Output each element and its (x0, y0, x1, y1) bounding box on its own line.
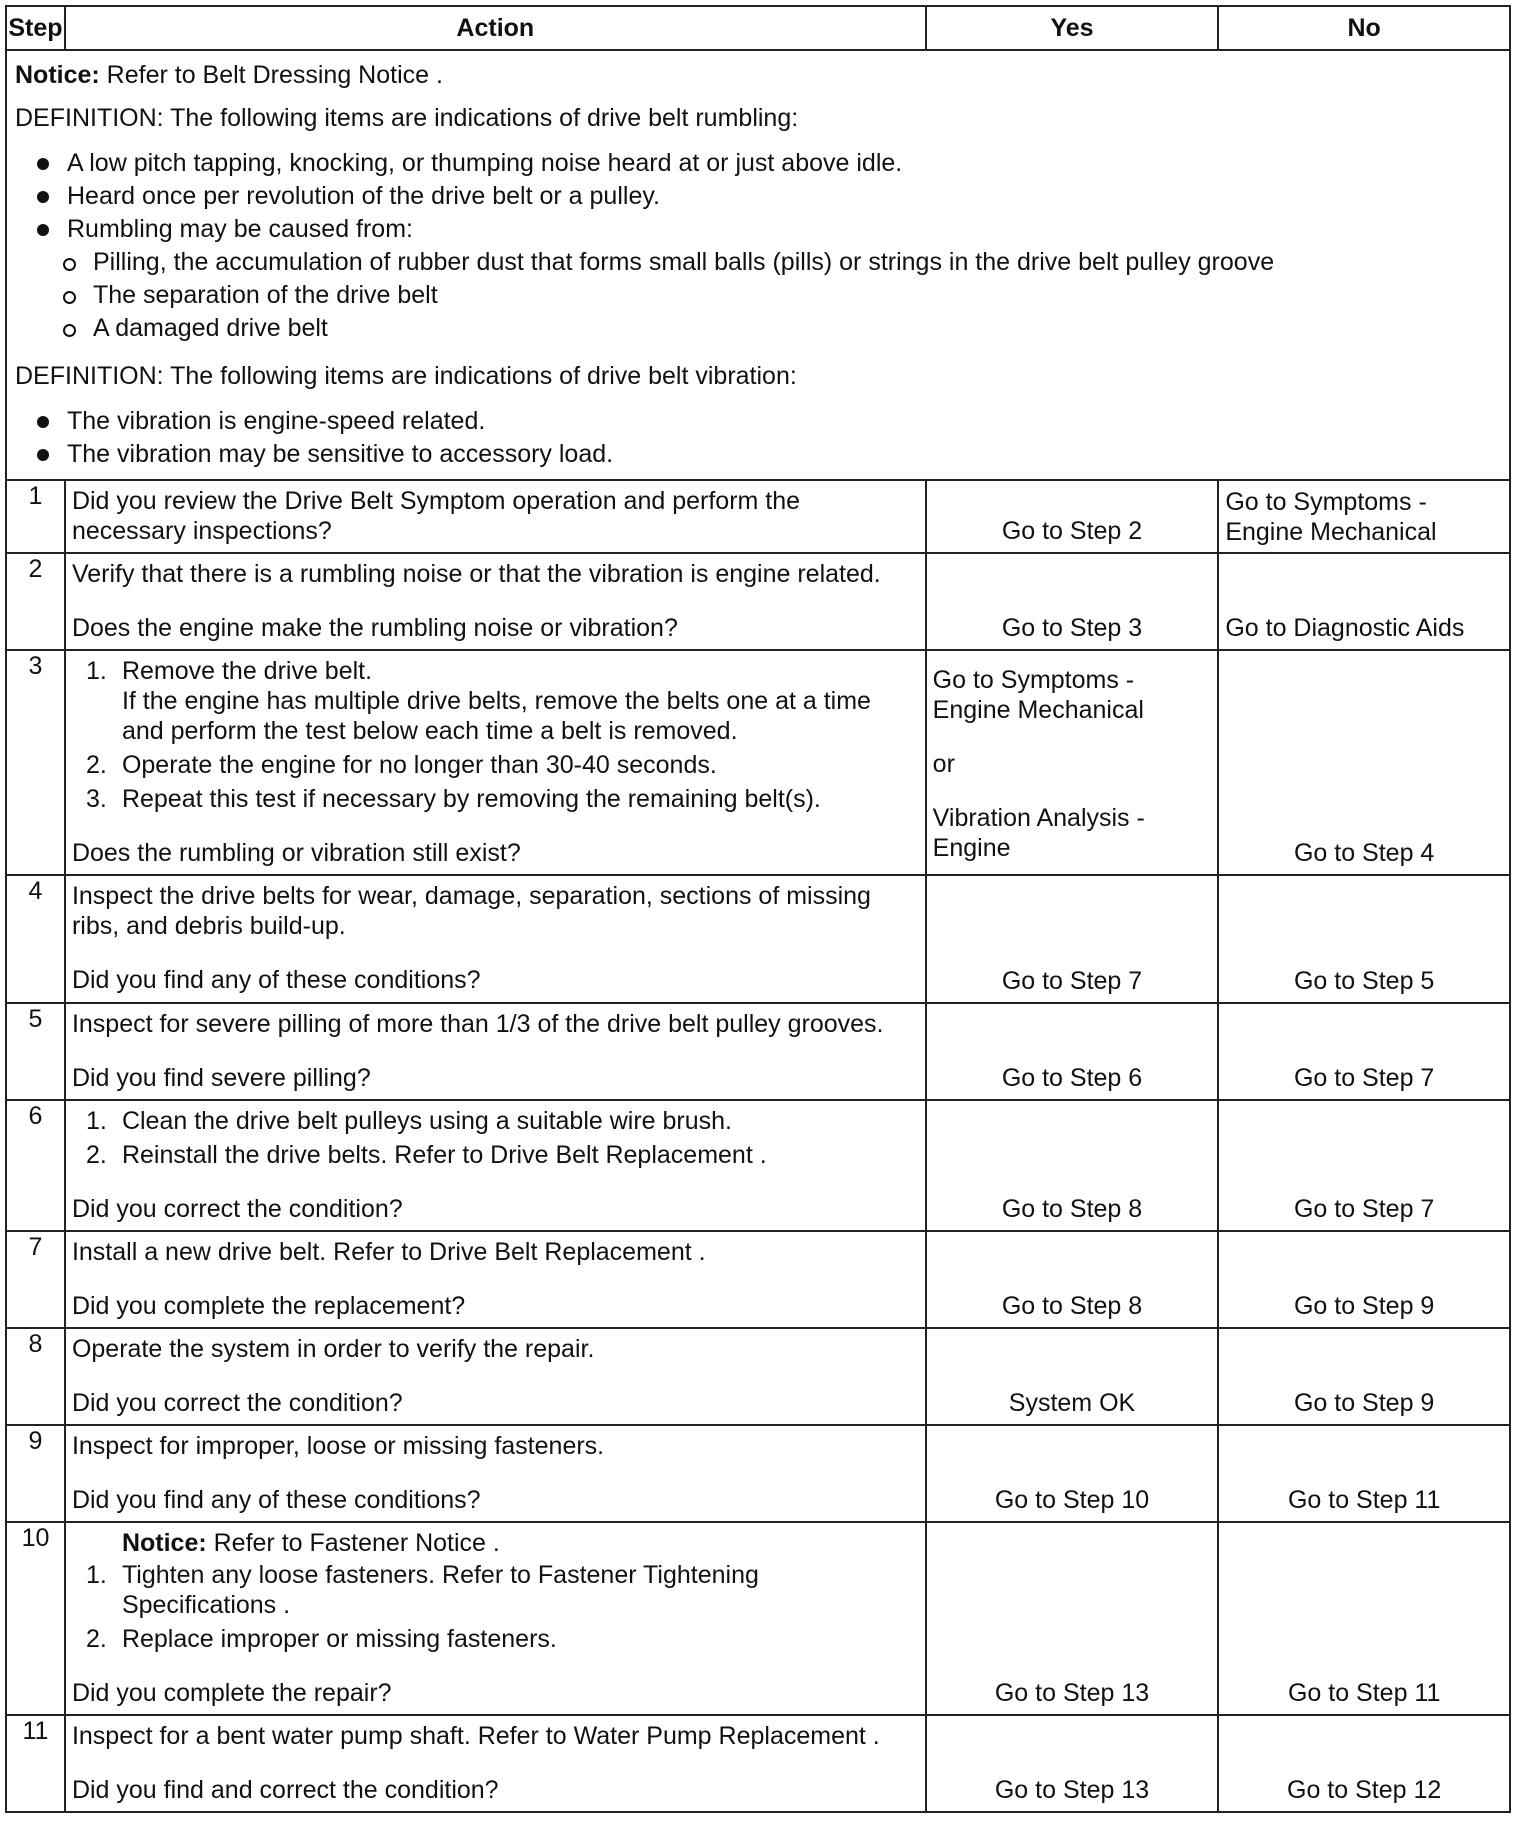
action-cell (65, 1003, 926, 1100)
action-text: Inspect for a bent water pump shaft. Refer to Water Pump Replacement . (71, 1722, 880, 1750)
no-link[interactable]: Go to Step 9 (1293, 1389, 1435, 1417)
list-item (72, 1624, 919, 1654)
no-cell (1218, 480, 1510, 553)
list-item: The vibration is engine-speed related. (37, 405, 1501, 438)
yes-link[interactable]: Go to Step 6 (1001, 1064, 1143, 1092)
step-number: 9 (6, 1425, 65, 1522)
action-question: Did you find severe pilling? (71, 1064, 371, 1092)
no-cell (1218, 650, 1510, 875)
action-cell (65, 1425, 926, 1522)
step-notice-label: Notice: (121, 1529, 207, 1557)
no-link[interactable]: Go to Step 4 (1293, 839, 1435, 867)
item-number: 1. (85, 1107, 107, 1135)
yes-cell (926, 1100, 1219, 1231)
procedure-list (72, 1106, 919, 1170)
item-text: Tighten any loose fasteners. Refer to Fastener Tightening Specifications . (121, 1561, 759, 1619)
no-cell (1218, 1003, 1510, 1100)
list-item: Heard once per revolution of the drive belt or a pulley. (37, 180, 1501, 213)
yes-cell (926, 1328, 1219, 1425)
yes-link[interactable]: Go to Step 3 (1001, 614, 1143, 642)
yes-cell (926, 1003, 1219, 1100)
no-link[interactable]: Go to Step 7 (1293, 1195, 1435, 1223)
no-cell (1218, 1522, 1510, 1715)
yes-link[interactable]: Go to Step 13 (994, 1679, 1150, 1707)
list-item: Rumbling may be caused from: (37, 213, 1501, 246)
no-cell (1218, 1425, 1510, 1522)
rumbling-causes-list (15, 246, 1501, 345)
yes-cell (926, 875, 1219, 1003)
action-question: Did you find and correct the condition? (71, 1776, 499, 1804)
table-row (6, 553, 1510, 650)
no-cell (1218, 875, 1510, 1003)
yes-status: System OK (1008, 1389, 1136, 1417)
action-question: Does the rumbling or vibration still exist? (71, 839, 521, 867)
list-item (72, 1560, 919, 1620)
step-number: 2 (6, 553, 65, 650)
action-question: Does the engine make the rumbling noise or vibration? (71, 614, 678, 642)
intro-notice-label: Notice: (15, 61, 100, 89)
rumbling-definition: DEFINITION: The following items are indications of drive belt rumbling: (15, 104, 799, 132)
action-text: Inspect for severe pilling of more than 1/3 of the drive belt pulley grooves. (71, 1010, 884, 1038)
yes-cell (926, 650, 1219, 875)
list-item (72, 1106, 919, 1136)
no-cell (1218, 1328, 1510, 1425)
action-text: Inspect for improper, loose or missing fasteners. (71, 1432, 605, 1460)
header-action: Action (65, 6, 926, 50)
action-cell (65, 1328, 926, 1425)
yes-cell (926, 1522, 1219, 1715)
yes-link[interactable]: Vibration Analysis - Engine (932, 804, 1145, 862)
yes-cell (926, 1715, 1219, 1812)
step-number: 5 (6, 1003, 65, 1100)
vibration-definition: DEFINITION: The following items are indications of drive belt vibration: (15, 362, 797, 390)
yes-link[interactable]: Go to Step 10 (994, 1486, 1150, 1514)
step-number: 4 (6, 875, 65, 1003)
list-item: The vibration may be sensitive to accessory load. (37, 438, 1501, 471)
list-item: A damaged drive belt (63, 312, 1501, 345)
list-item (72, 750, 919, 780)
no-link[interactable]: Go to Step 12 (1287, 1776, 1442, 1804)
action-cell (65, 650, 926, 875)
yes-link[interactable]: Go to Step 7 (1001, 967, 1143, 995)
action-text: Inspect the drive belts for wear, damage, separation, sections of missing ribs, and debris build-up. (71, 882, 871, 940)
no-cell (1218, 1715, 1510, 1812)
action-question: Did you find any of these conditions? (71, 966, 481, 994)
header-step: Step (6, 6, 65, 50)
no-link[interactable]: Go to Step 9 (1293, 1292, 1435, 1320)
intro-notice-text: Refer to Belt Dressing Notice . (99, 61, 443, 89)
action-cell (65, 1100, 926, 1231)
no-link[interactable]: Go to Symptoms - Engine Mechanical (1225, 488, 1437, 546)
table-row (6, 875, 1510, 1003)
no-link[interactable]: Go to Step 5 (1293, 967, 1435, 995)
vibration-list (15, 405, 1501, 471)
item-text: Clean the drive belt pulleys using a suitable wire brush. (121, 1107, 732, 1135)
table-row (6, 1100, 1510, 1231)
list-item (72, 784, 919, 814)
yes-cell (926, 1425, 1219, 1522)
action-text: Did you review the Drive Belt Symptom operation and perform the necessary inspections? (71, 487, 801, 545)
yes-cell (926, 1231, 1219, 1328)
procedure-list (72, 1560, 919, 1654)
action-cell (65, 1522, 926, 1715)
item-extra: If the engine has multiple drive belts, remove the belts one at a time and perform the test below each time a belt is removed. (121, 687, 871, 745)
table-row (6, 480, 1510, 553)
table-row (6, 1425, 1510, 1522)
table-row (6, 1003, 1510, 1100)
item-number: 2. (85, 1625, 107, 1653)
intro-cell (6, 50, 1510, 480)
action-text: Verify that there is a rumbling noise or that the vibration is engine related. (71, 560, 881, 588)
yes-cell (926, 553, 1219, 650)
list-item: A low pitch tapping, knocking, or thumping noise heard at or just above idle. (37, 147, 1501, 180)
no-link[interactable]: Go to Step 11 (1287, 1486, 1441, 1514)
item-number: 1. (85, 1561, 107, 1589)
action-question: Did you find any of these conditions? (71, 1486, 481, 1514)
table-row (6, 1522, 1510, 1715)
no-link[interactable]: Go to Step 11 (1287, 1679, 1441, 1707)
item-text: Repeat this test if necessary by removing the remaining belt(s). (121, 785, 821, 813)
action-cell (65, 553, 926, 650)
header-no: No (1218, 6, 1510, 50)
table-row (6, 1328, 1510, 1425)
step-notice (72, 1528, 919, 1558)
item-number: 3. (85, 785, 107, 813)
yes-link[interactable]: Go to Symptoms - Engine Mechanical (932, 666, 1144, 724)
procedure-list (72, 656, 919, 814)
rumbling-list (15, 147, 1501, 246)
step-number: 1 (6, 480, 65, 553)
list-item (72, 656, 919, 746)
yes-link[interactable]: Go to Step 8 (1001, 1292, 1143, 1320)
step-number: 8 (6, 1328, 65, 1425)
item-text: Operate the engine for no longer than 30-40 seconds. (121, 751, 717, 779)
header-row (6, 6, 1510, 50)
item-text: Reinstall the drive belts. Refer to Drive Belt Replacement . (121, 1141, 767, 1169)
list-item (72, 1140, 919, 1170)
item-number: 1. (85, 657, 107, 685)
step-number: 3 (6, 650, 65, 875)
action-cell (65, 875, 926, 1003)
step-number: 7 (6, 1231, 65, 1328)
action-cell (65, 480, 926, 553)
item-text: Remove the drive belt. (121, 657, 373, 685)
no-cell (1218, 1100, 1510, 1231)
list-item: Pilling, the accumulation of rubber dust that forms small balls (pills) or strings in the drive belt pulley groove (63, 246, 1501, 279)
intro-row (6, 50, 1510, 480)
step-notice-text: Refer to Fastener Notice . (206, 1529, 500, 1557)
action-text: Install a new drive belt. Refer to Drive Belt Replacement . (71, 1238, 706, 1266)
action-question: Did you correct the condition? (71, 1195, 403, 1223)
action-cell (65, 1715, 926, 1812)
action-text: Operate the system in order to verify the repair. (71, 1335, 595, 1363)
step-number: 6 (6, 1100, 65, 1231)
yes-or: or (932, 750, 955, 778)
list-item: The separation of the drive belt (63, 279, 1501, 312)
no-link[interactable]: Go to Step 7 (1293, 1064, 1435, 1092)
yes-cell (926, 480, 1219, 553)
item-number: 2. (85, 1141, 107, 1169)
yes-link[interactable]: Go to Step 13 (994, 1776, 1150, 1804)
table-row (6, 1231, 1510, 1328)
yes-link[interactable]: Go to Step 8 (1001, 1195, 1143, 1223)
item-number: 2. (85, 751, 107, 779)
no-cell (1218, 553, 1510, 650)
yes-link[interactable]: Go to Step 2 (1001, 517, 1143, 545)
intro-notice (15, 57, 1501, 93)
no-cell (1218, 1231, 1510, 1328)
action-cell (65, 1231, 926, 1328)
table-row (6, 1715, 1510, 1812)
step-number: 11 (6, 1715, 65, 1812)
action-question: Did you complete the replacement? (71, 1292, 466, 1320)
step-number: 10 (6, 1522, 65, 1715)
no-link[interactable]: Go to Diagnostic Aids (1225, 614, 1465, 642)
table-row (6, 650, 1510, 875)
action-question: Did you correct the condition? (71, 1389, 403, 1417)
header-yes: Yes (926, 6, 1219, 50)
item-text: Replace improper or missing fasteners. (121, 1625, 557, 1653)
action-question: Did you complete the repair? (71, 1679, 392, 1707)
diagnostic-table (5, 5, 1511, 1813)
